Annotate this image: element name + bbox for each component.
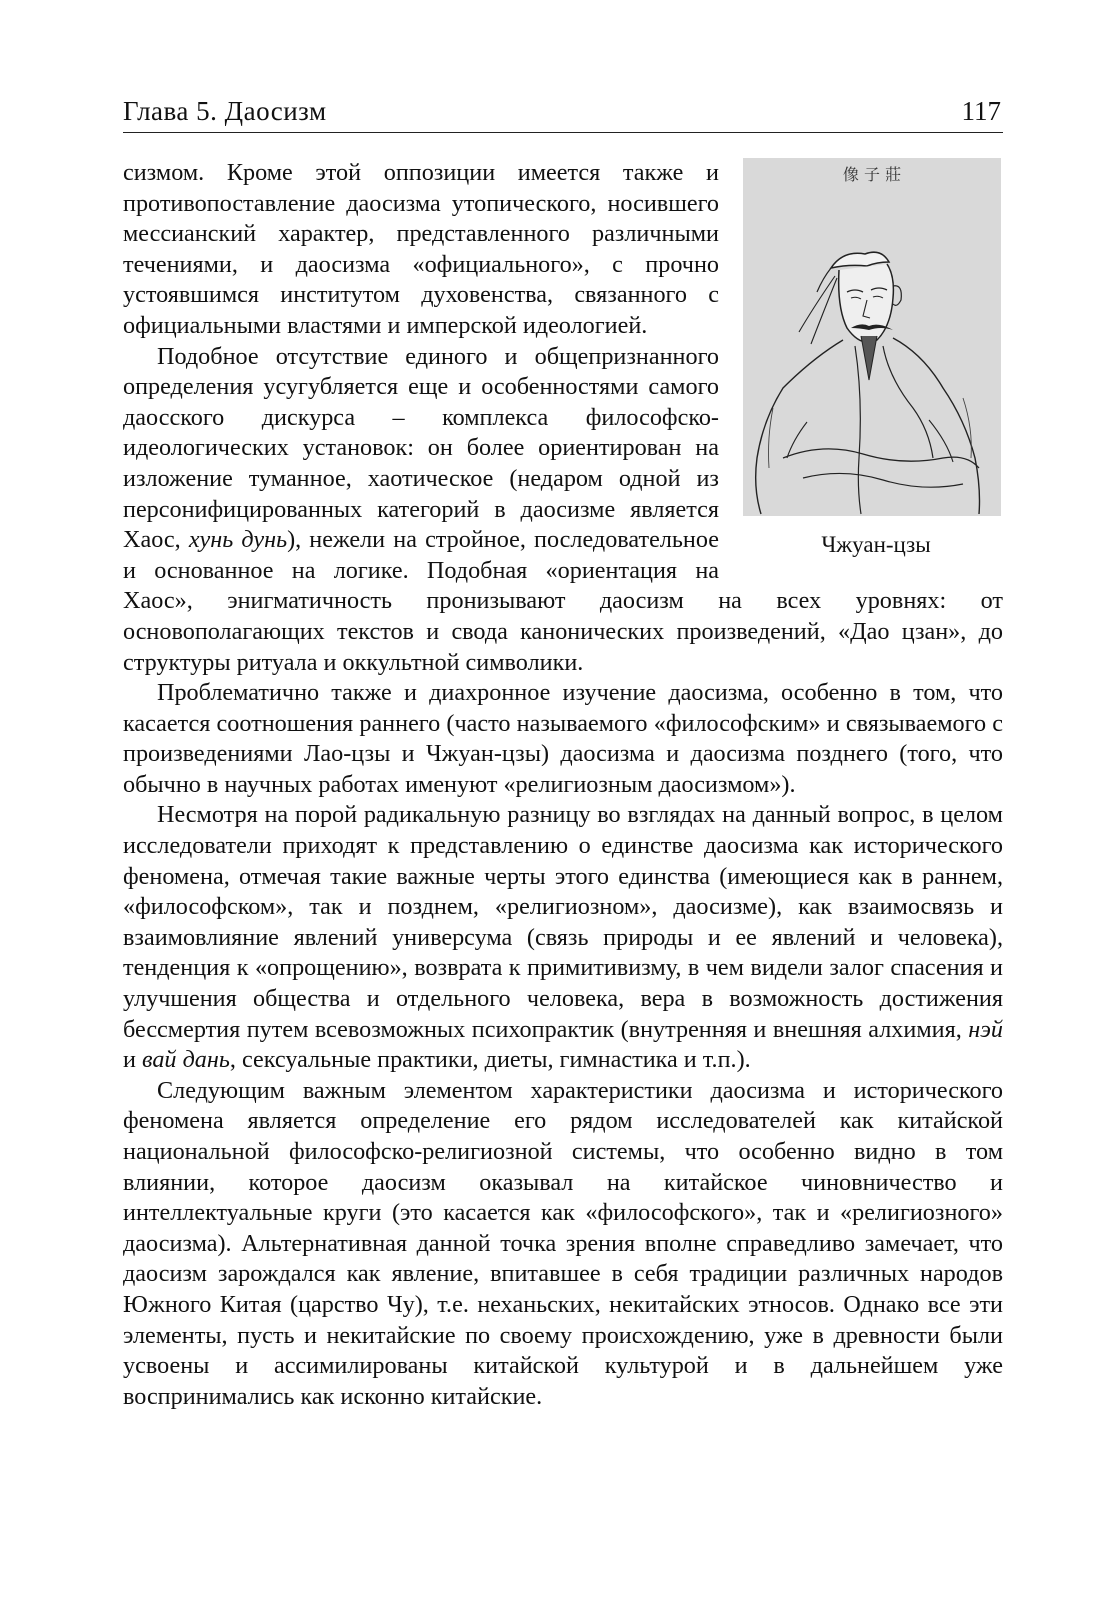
figure [743, 158, 1003, 560]
figure-caption: Чжуан-цзы [821, 532, 931, 557]
term-nei: нэй [968, 1015, 1003, 1043]
page-number: 117 [961, 96, 1001, 126]
chapter-title: Глава 5. Даосизм [123, 96, 327, 126]
running-header [123, 92, 1003, 133]
term-hun-dun: хунь дунь [188, 526, 288, 554]
term-wai-dan: вай дань [142, 1046, 230, 1074]
paragraph-4-text-b: , сексуальные практики, диеты, гимнастика и т.п.). [229, 1046, 751, 1074]
paragraph-4-text-mid: и [123, 1046, 142, 1074]
portrait-inscription: 像 子 莊 [842, 165, 902, 184]
paragraph-3: Проблематично также и диахронное изучение даосизма, особенно в том, что касается соотношения раннего (часто называемого «философским» и связываемого с произведениями Лао-цзы и Чжуан-цзы) даосизма и даосизма позднего (того, что обычно в научных работах именуют «религиозным даосизмом»). [123, 679, 1003, 798]
zhuangzi-portrait-image [743, 158, 1001, 516]
paragraph-2-text-a: Подобное отсутствие единого и общепризнанного определения усугубляется еще и особенностями самого даосского дискурса – комплекса философско-идеологических установок: он более ориентирован на изложение туманное, хаотическое (недаром одной из персонифицированных категорий в даосизме является Хаос, [123, 342, 719, 554]
paragraph-4-text-a: Несмотря на порой радикальную разницу во взглядах на данный вопрос, в целом исследователи приходят к представлению о единстве даосизма как исторического феномена, отмечая такие важные черты этого единства (имеющиеся как в раннем, «философском», так и позднем, «религиозном», даосизме), как взаимосвязь и взаимовлияние явлений универсума (связь природы и ее явлений и человека), тенденция к «опрощению», возврата к примитивизму, в чем видели залог спасения и улучшения общества и отдельного человека, вера в возможность достижения бессмертия путем всевозможных психопрактик (внутренняя и внешняя алхимия, [123, 801, 1003, 1043]
paragraph-2-text-b: ), нежели на стройное, последовательное и основанное на логике. Подобная «ориентация на Хаос», энигматичность пронизывают даосизм на всех уровнях: от основополагающих текстов и свода канонических произведений, «Дао цзан», до структуры ритуала и оккультной символики. [123, 526, 1003, 676]
paragraph-4 [123, 800, 1003, 1075]
paragraph-1: сизмом. Кроме этой оппозиции имеется также и противопоставление даосизма утопического, носившего мессианский характер, представленного различными течениями, и даосизма «официального», с прочно устоявшимся институтом духовенства, связанного с официальными властями и имперской идеологией. [123, 159, 719, 339]
paragraph-5: Следующим важным элементом характеристики даосизма и исторического феномена является определение его рядом исследователей как китайской национальной философско-религиозной системы, что особенно видно в том влиянии, которое даосизм оказывал на китайское чиновничество и интеллектуальные круги (это касается как «философского», так и «религиозного» даосизма). Альтернативная данной точка зрения вполне справедливо замечает, что даосизм зарождался как явление, впитавшее в себя традиции различных народов Южного Китая (царство Чу), т.е. неханьских, некитайских этносов. Однако все эти элементы, пусть и некитайские по своему происхождению, уже в древности были усвоены и ассимилированы китайской культурой и в дальнейшем уже воспринимались как исконно китайские. [123, 1076, 1003, 1410]
body-text [123, 158, 1003, 1412]
